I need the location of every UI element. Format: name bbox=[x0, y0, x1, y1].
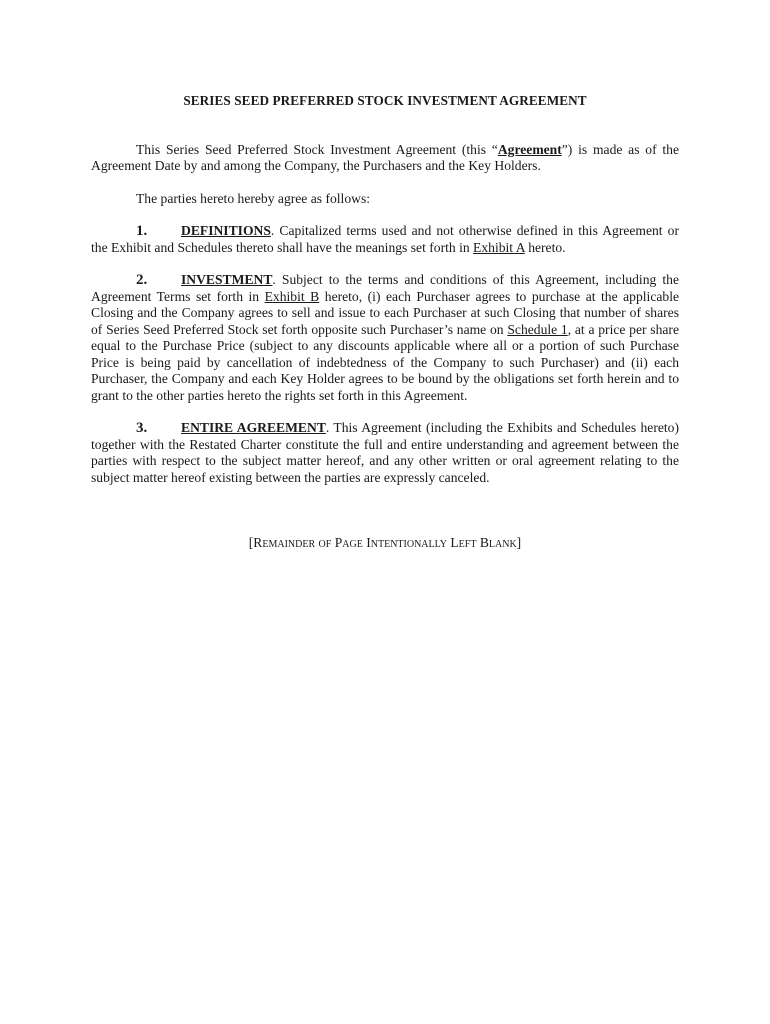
section-text: . This Agreement (including the Exhibits and Schedules hereto) together with the Restated Charter constitute the full and entire understanding and agreement between the parties with respect to the subject matter hereof, and any other written or oral agreement relating to the subject matter hereof existing between the parties are expressly canceled. bbox=[91, 420, 679, 485]
defined-term-agreement: Agreement bbox=[497, 141, 562, 157]
document-page bbox=[91, 93, 679, 552]
section-heading: INVESTMENT bbox=[181, 272, 273, 287]
document-title: SERIES SEED PREFERRED STOCK INVESTMENT AGREEMENT bbox=[183, 93, 587, 108]
intro-text-after: ”) is made as of the Agreement Date by and among the Company, the Purchasers and the Key Holders. bbox=[91, 141, 679, 173]
remainder-text: [Remainder of Page Intentionally Left Blank] bbox=[248, 535, 522, 550]
intro-paragraph bbox=[91, 142, 679, 175]
section-text: . Capitalized terms used and not otherwise defined in this Agreement or the Exhibit and Schedules thereto shall have the meanings set forth in bbox=[91, 223, 679, 255]
parties-line: The parties hereto hereby agree as follows: bbox=[136, 190, 371, 206]
section-heading: ENTIRE AGREEMENT bbox=[181, 420, 326, 435]
section-heading: DEFINITIONS bbox=[181, 223, 271, 238]
section-text: . Subject to the terms and conditions of this Agreement, including the Agreement Terms set forth in bbox=[91, 272, 679, 304]
exhibit-b-link[interactable]: Exhibit B bbox=[264, 288, 320, 304]
section-number: 2. bbox=[136, 272, 148, 288]
exhibit-a-link[interactable]: Exhibit A bbox=[473, 239, 525, 255]
section-number: 1. bbox=[136, 223, 148, 239]
intro-text-before: This Series Seed Preferred Stock Investment Agreement (this “ bbox=[136, 141, 498, 157]
section-number: 3. bbox=[136, 420, 148, 436]
section-text-after: hereto. bbox=[524, 239, 566, 255]
remainder-notice bbox=[91, 535, 679, 552]
section-text-after: , at a price per share equal to the Purchase Price (subject to any discounts applicable where all or a portion of such Purchase Price is being paid by cancellation of indebtedness of the Company to such Purchaser) and (ii) each Purchaser, the Company and each Key Holder agrees to be bound by the obligations set forth herein and to grant to the other parties hereto the rights set forth in this Agreement. bbox=[91, 321, 679, 403]
section-definitions bbox=[91, 223, 679, 256]
section-text-middle: hereto, (i) each Purchaser agrees to purchase at the applicable Closing and the Company agrees to sell and issue to each Purchaser at such Closing that number of shares of Series Seed Preferred Stock set forth opposite such Purchaser’s name on bbox=[91, 288, 680, 337]
section-investment bbox=[91, 272, 679, 404]
section-entire-agreement bbox=[91, 420, 679, 486]
schedule-1-link[interactable]: Schedule 1 bbox=[507, 321, 568, 337]
